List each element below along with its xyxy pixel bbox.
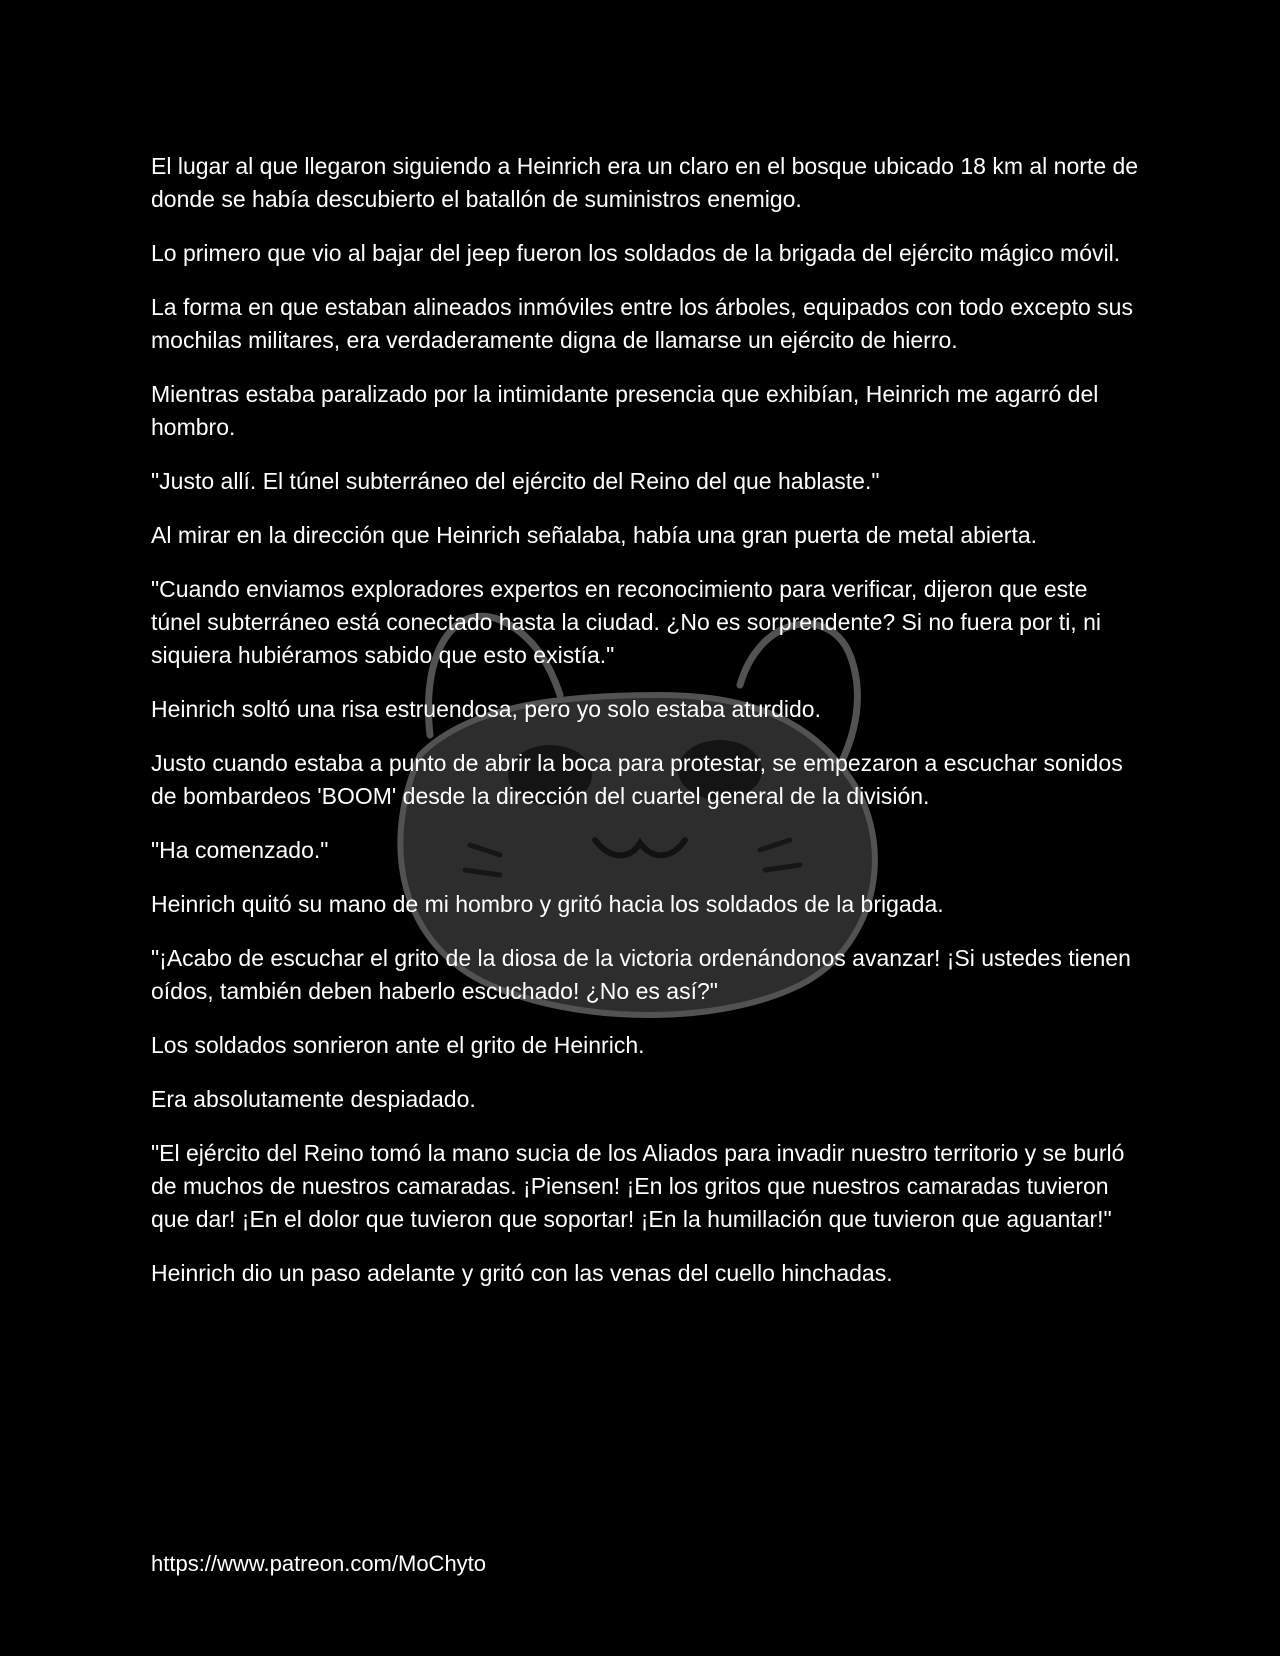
paragraph-5: "Justo allí. El túnel subterráneo del ejército del Reino del que hablaste." bbox=[151, 468, 880, 494]
story-text bbox=[151, 150, 1141, 1311]
paragraph-1: El lugar al que llegaron siguiendo a Heinrich era un claro en el bosque ubicado 18 km al norte de donde se había descubierto el batallón de suministros enemigo. bbox=[151, 153, 1139, 212]
paragraph-12: "¡Acabo de escuchar el grito de la diosa de la victoria ordenándonos avanzar! ¡Si ustedes tienen oídos, también deben haberlo escuchado! ¿No es así?" bbox=[151, 945, 1131, 1004]
paragraph-3: La forma en que estaban alineados inmóviles entre los árboles, equipados con todo excepto sus mochilas militares, era verdaderamente digna de llamarse un ejército de hierro. bbox=[151, 294, 1133, 353]
paragraph-6: Al mirar en la dirección que Heinrich señalaba, había una gran puerta de metal abierta. bbox=[151, 522, 1038, 548]
paragraph-9: Justo cuando estaba a punto de abrir la boca para protestar, se empezaron a escuchar sonidos de bombardeos 'BOOM' desde la dirección del cuartel general de la división. bbox=[151, 750, 1123, 809]
paragraph-13: Los soldados sonrieron ante el grito de Heinrich. bbox=[151, 1032, 645, 1058]
patreon-link[interactable]: https://www.patreon.com/MoChyto bbox=[151, 1551, 487, 1576]
paragraph-14: Era absolutamente despiadado. bbox=[151, 1086, 476, 1112]
paragraph-16: Heinrich dio un paso adelante y gritó con las venas del cuello hinchadas. bbox=[151, 1260, 893, 1286]
paragraph-4: Mientras estaba paralizado por la intimidante presencia que exhibían, Heinrich me agarró del hombro. bbox=[151, 381, 1099, 440]
paragraph-15: "El ejército del Reino tomó la mano sucia de los Aliados para invadir nuestro territorio y se burló de muchos de nuestros camaradas. ¡Piensen! ¡En los gritos que nuestros camaradas tuvieron que dar! ¡En el dolor que tuvieron que soportar! ¡En la humillación que tuvieron que aguantar!" bbox=[151, 1140, 1125, 1232]
paragraph-7: "Cuando enviamos exploradores expertos en reconocimiento para verificar, dijeron que este túnel subterráneo está conectado hasta la ciudad. ¿No es sorprendente? Si no fuera por ti, ni siquiera hubiéramos sabido que esto existía." bbox=[151, 576, 1101, 668]
paragraph-10: "Ha comenzado." bbox=[151, 837, 329, 863]
paragraph-2: Lo primero que vio al bajar del jeep fueron los soldados de la brigada del ejército mágico móvil. bbox=[151, 240, 1121, 266]
paragraph-11: Heinrich quitó su mano de mi hombro y gritó hacia los soldados de la brigada. bbox=[151, 891, 944, 917]
paragraph-8: Heinrich soltó una risa estruendosa, pero yo solo estaba aturdido. bbox=[151, 696, 821, 722]
